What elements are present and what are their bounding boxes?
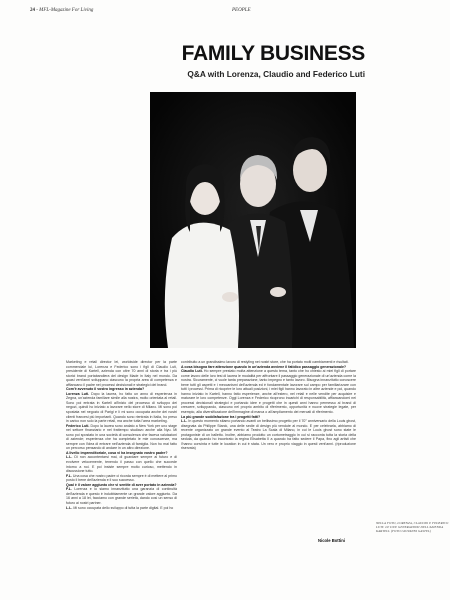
intro-paragraph: Marketing e retail director lei, worldwide director per la parte commerciale lui, Lorenza e Federico sono i figli di Claudio Luti, presidente di Kartell, azienda con oltre 70 anni di storia e tra i più storici brand portabandiera del design Made in Italy nel mondo. Da quasi vent'anni sviluppano ciascuno la propria area di competenza e affiancano il padre nei processi decisionali e strategici del brand. — [66, 360, 177, 387]
author-signature: Nicole Bottini — [318, 538, 345, 543]
answer-text: Dopo la laurea sono andato a New York per uno stage nel settore finanziario e nel frattempo studiavo anche alla Nyu. Mi sono poi spostato in una società di consulenza che faceva valutazioni di aziende; esperienza che ha completato le mie conoscenze, ma sempre con l'idea di entrare nell'azienda di famiglia. Non ho mai fatto un percorso pensando di andare in un altro direzione. — [66, 423, 177, 451]
article-subtitle: Q&A with Lorenza, Claudio and Federico Luti — [187, 69, 365, 79]
interview-answer — [181, 369, 356, 414]
answer-text: Ho sempre prestato molta attenzione a questo tema, tanto che ho chiesto ai miei figli di portare come lavoro delle loro tesi di laurea le modalità per affrontare il passaggio generazionale di un'azienda come la nostra. Sicuramente, ci vuole tanta preparazione, tanto impegno e tanto lavoro. Bisogna innanzitutto conoscere bene tutti gli aspetti e i meccanismi dell'azienda ed è fondamentale lavorare sul campo per familiarizzare con tutti i processi. Prima di ricoprire le loro attuali posizioni, i miei figli hanno lavorato in altre aziende e poi, quando hanno iniziato in Kartell, hanno fatto esperienze, anche all'estero, nel retail e nelle vendite per acquisire e maturare le loro competenze. Oggi Lorenza e Federico ricoprono incarichi di responsabilità, affiancandomi nei processi decisionali strategici e portando idee e progetti che in questi anni hanno permesso al brand di crescere, sviluppando, ciascuno nel proprio ambito di riferimento, opportunità e nuove strategie legate, per esempio, alla diversificazione dell'immagine di marca o all'ampliamento dei mercati di riferimento. — [181, 369, 356, 415]
interview-answer — [66, 487, 177, 505]
speaker-name: F.L. — [66, 473, 72, 478]
speaker-name: L.L. — [181, 419, 188, 424]
interview-question: A cosa bisogna fare attenzione quando in un'azienda avviene il fatidico passaggio generazionale? — [181, 364, 347, 369]
section-label: PEOPLE — [232, 8, 251, 13]
intro-paragraph: contribuito a un grandissimo lavoro di restyling nei nostri store, che ha portato molti cambiamenti e risultati. — [181, 360, 349, 364]
answer-text: Di non accontentarsi mai, di guardare sempre al futuro e di evolvere velocemente, tenendo il passo con quello che succede intorno a noi. E poi insiste sempre molto curioso, mettendo in discussione tutto. — [66, 455, 177, 474]
portrait-illustration — [150, 92, 356, 348]
speaker-name: L.L. — [66, 505, 73, 510]
interview-answer — [66, 506, 177, 511]
interview-answer — [181, 419, 356, 451]
answer-text: Mi sono occupata dello sviluppo di tutta la parte digital. E poi ho — [73, 505, 174, 510]
interview-question: Qual è il valore aggiunto che vi sentite di aver portato in azienda? — [66, 482, 177, 487]
speaker-name: F.L. — [66, 487, 72, 492]
interview-question: Com'è avvenuto il vostro ingresso in azienda? — [66, 387, 145, 392]
photo-caption: NELLA FOTO, LORENZA, CLAUDIO E FEDERICO LUTI: LE DUE GENERAZIONI DELL'AZIENDA KARTELL (FOTO GIOVANNI GASTEL) — [376, 521, 449, 534]
interview-question: A livello imprenditoriale, cosa vi ha insegnato vostro padre? — [66, 450, 168, 455]
interview-question: La più grande soddisfazione tra i progetti fatti? — [181, 414, 261, 419]
answer-text: In questo momento stiamo portando avanti un bellissimo progetto per il 70° anniversario della Louis ghost, disegnata da Philippe Starck, una delle sedie di design più vendute al mondo. E per celebrarla, abbiamo di recente organizzato un grande evento al Teatro La Scala di Milano, in cui le Louis ghost sono state le protagoniste di un balletto. Inoltre, abbiamo prodotto un cortometraggio in cui si racconta tutta la storia della seduta, da quando ho incontrato la regina Elisabetta II a quando ha fatto sedere il Papa, fino agli artisti che l'hanno convinta e tutte le location in cui è stata. Un vero e proprio viaggio in questi vent'anni. (riproduzione riservata) — [181, 419, 356, 451]
speaker-name: Federico Luti. — [66, 423, 90, 428]
article-column-right — [181, 360, 356, 451]
answer-text: Lorenza e io siamo innanzitutto una garanzia di continuità dell'azienda e questo è indubbiamente un grande valore aggiunto. Da 16 anni a 18 lei, facciamo con grande serietà, dando così un senso di futuro ai nostri partner. — [66, 487, 177, 505]
family-portrait-photo — [150, 92, 356, 348]
article-column-left — [66, 360, 177, 510]
article-title: FAMILY BUSINESS — [181, 42, 365, 65]
speaker-name: Claudio Luti. — [181, 369, 203, 374]
answer-text: Una cosa che nostro padre ci ricorda sempre è di mettere al primo posto il bene dell'azienda e il suo successo. — [66, 473, 178, 483]
magazine-name: - MFL-Magazine For Living — [36, 8, 94, 13]
interview-answer — [66, 424, 177, 451]
interview-answer — [66, 474, 177, 483]
page-header-left — [30, 8, 93, 13]
answer-text: Dopo la laurea, ho fatto un anno di esperienza in Zegna, un'azienda familiare simile alla nostra, molto orientata al retail. Sono poi entrata in Kartell all'inizio del processo di sviluppo dei negozi, quindi ho iniziato a lavorare nello store di Milano. Mi sono poi spostata nel negozio di Parigi e lì mi sono occupata anche dei nostri clienti francesi più importanti. Quando sono rientrata in Italia, ho preso in carico non solo la parte retail, ma anche tutta l'area marketing. — [66, 391, 177, 424]
interview-answer — [66, 392, 177, 424]
speaker-name: Lorenza Luti. — [66, 391, 90, 396]
page-number: 24 — [30, 8, 35, 13]
speaker-name: L.L. — [66, 455, 73, 460]
interview-answer — [66, 455, 177, 473]
